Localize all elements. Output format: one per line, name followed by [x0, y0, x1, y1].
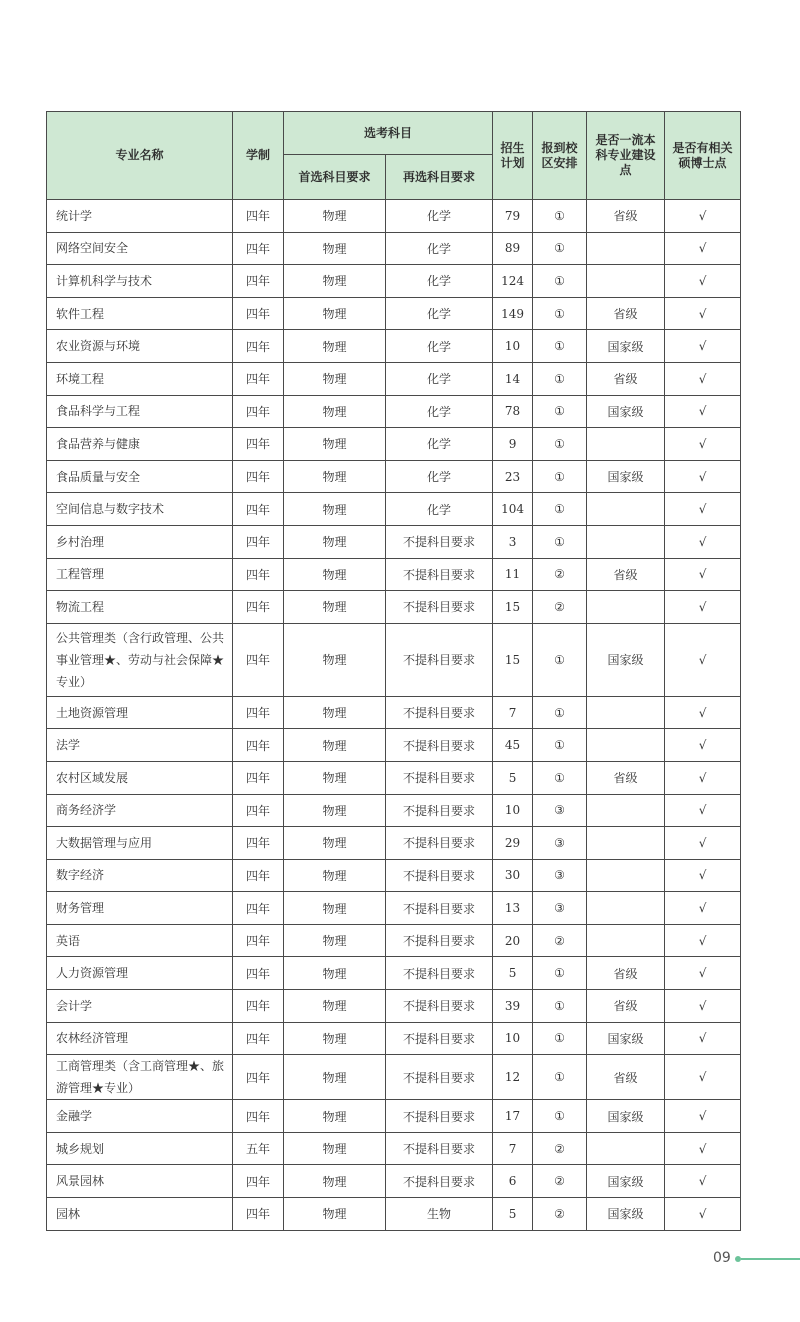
second-subject-cell: 化学 [386, 232, 493, 265]
duration-cell: 四年 [233, 1198, 284, 1231]
first-subject-cell: 物理 [284, 525, 386, 558]
duration-cell: 四年 [233, 297, 284, 330]
duration-cell: 四年 [233, 859, 284, 892]
first-class-cell: 国家级 [587, 623, 665, 696]
table-row [47, 395, 741, 428]
table-row [47, 525, 741, 558]
major-name-cell: 法学 [47, 729, 233, 762]
plan-cell: 7 [493, 1132, 533, 1165]
master-doctor-cell: √ [665, 395, 741, 428]
first-subject-cell: 物理 [284, 924, 386, 957]
plan-cell: 14 [493, 362, 533, 395]
duration-cell: 四年 [233, 924, 284, 957]
first-class-cell: 省级 [587, 200, 665, 233]
major-name-cell: 计算机科学与技术 [47, 265, 233, 298]
first-class-cell [587, 265, 665, 298]
table-row [47, 696, 741, 729]
duration-cell: 四年 [233, 395, 284, 428]
table-row [47, 362, 741, 395]
major-name-cell: 土地资源管理 [47, 696, 233, 729]
col-subjects-group: 选考科目 [284, 112, 493, 155]
table-row [47, 1165, 741, 1198]
first-subject-cell: 物理 [284, 232, 386, 265]
plan-cell: 5 [493, 761, 533, 794]
major-name-cell: 乡村治理 [47, 525, 233, 558]
first-subject-cell: 物理 [284, 990, 386, 1023]
second-subject-cell: 不提科目要求 [386, 623, 493, 696]
second-subject-cell: 不提科目要求 [386, 924, 493, 957]
major-name-cell: 金融学 [47, 1100, 233, 1133]
second-subject-cell: 化学 [386, 200, 493, 233]
table-row [47, 924, 741, 957]
plan-cell: 78 [493, 395, 533, 428]
plan-cell: 30 [493, 859, 533, 892]
plan-cell: 12 [493, 1055, 533, 1100]
master-doctor-cell: √ [665, 200, 741, 233]
first-subject-cell: 物理 [284, 1022, 386, 1055]
plan-cell: 5 [493, 1198, 533, 1231]
col-major-name: 专业名称 [47, 112, 233, 200]
col-plan: 招生计划 [493, 112, 533, 200]
major-name-cell: 农业资源与环境 [47, 330, 233, 363]
major-name-cell: 大数据管理与应用 [47, 827, 233, 860]
page-number: 09 [713, 1250, 731, 1266]
master-doctor-cell: √ [665, 990, 741, 1023]
first-class-cell: 省级 [587, 362, 665, 395]
table-row [47, 330, 741, 363]
campus-cell: ① [533, 265, 587, 298]
campus-cell: ① [533, 1022, 587, 1055]
major-name-cell: 空间信息与数字技术 [47, 493, 233, 526]
second-subject-cell: 化学 [386, 395, 493, 428]
master-doctor-cell: √ [665, 1055, 741, 1100]
campus-cell: ① [533, 493, 587, 526]
campus-cell: ① [533, 428, 587, 461]
first-subject-cell: 物理 [284, 591, 386, 624]
col-master-doctor: 是否有相关硕博士点 [665, 112, 741, 200]
major-name-cell: 城乡规划 [47, 1132, 233, 1165]
first-subject-cell: 物理 [284, 1132, 386, 1165]
master-doctor-cell: √ [665, 957, 741, 990]
major-name-cell: 风景园林 [47, 1165, 233, 1198]
col-first-subject: 首选科目要求 [284, 155, 386, 200]
campus-cell: ① [533, 460, 587, 493]
first-class-cell [587, 493, 665, 526]
campus-cell: ③ [533, 827, 587, 860]
duration-cell: 四年 [233, 1055, 284, 1100]
campus-cell: ① [533, 525, 587, 558]
master-doctor-cell: √ [665, 1165, 741, 1198]
first-subject-cell: 物理 [284, 1198, 386, 1231]
campus-cell: ① [533, 362, 587, 395]
first-subject-cell: 物理 [284, 395, 386, 428]
master-doctor-cell: √ [665, 525, 741, 558]
table-row [47, 558, 741, 591]
duration-cell: 五年 [233, 1132, 284, 1165]
plan-cell: 17 [493, 1100, 533, 1133]
campus-cell: ① [533, 729, 587, 762]
second-subject-cell: 不提科目要求 [386, 591, 493, 624]
master-doctor-cell: √ [665, 1100, 741, 1133]
campus-cell: ① [533, 395, 587, 428]
duration-cell: 四年 [233, 591, 284, 624]
master-doctor-cell: √ [665, 591, 741, 624]
table-row [47, 428, 741, 461]
major-name-cell: 物流工程 [47, 591, 233, 624]
col-second-subject: 再选科目要求 [386, 155, 493, 200]
first-class-cell: 省级 [587, 761, 665, 794]
second-subject-cell: 不提科目要求 [386, 990, 493, 1023]
plan-cell: 89 [493, 232, 533, 265]
first-subject-cell: 物理 [284, 1055, 386, 1100]
major-name-cell: 园林 [47, 1198, 233, 1231]
major-name-cell: 网络空间安全 [47, 232, 233, 265]
second-subject-cell: 不提科目要求 [386, 558, 493, 591]
first-class-cell [587, 729, 665, 762]
campus-cell: ② [533, 591, 587, 624]
enrollment-table [46, 111, 741, 1231]
major-name-cell: 食品质量与安全 [47, 460, 233, 493]
first-subject-cell: 物理 [284, 827, 386, 860]
plan-cell: 124 [493, 265, 533, 298]
campus-cell: ① [533, 200, 587, 233]
major-name-cell: 食品科学与工程 [47, 395, 233, 428]
table-row [47, 892, 741, 925]
major-name-cell: 环境工程 [47, 362, 233, 395]
campus-cell: ② [533, 1165, 587, 1198]
first-subject-cell: 物理 [284, 200, 386, 233]
master-doctor-cell: √ [665, 696, 741, 729]
first-subject-cell: 物理 [284, 1165, 386, 1198]
duration-cell: 四年 [233, 990, 284, 1023]
master-doctor-cell: √ [665, 892, 741, 925]
first-class-cell: 省级 [587, 1055, 665, 1100]
first-class-cell [587, 428, 665, 461]
master-doctor-cell: √ [665, 428, 741, 461]
duration-cell: 四年 [233, 525, 284, 558]
first-class-cell: 省级 [587, 990, 665, 1023]
second-subject-cell: 不提科目要求 [386, 892, 493, 925]
first-class-cell [587, 859, 665, 892]
master-doctor-cell: √ [665, 1022, 741, 1055]
major-name-cell: 数字经济 [47, 859, 233, 892]
first-class-cell [587, 827, 665, 860]
campus-cell: ① [533, 761, 587, 794]
duration-cell: 四年 [233, 558, 284, 591]
plan-cell: 23 [493, 460, 533, 493]
master-doctor-cell: √ [665, 232, 741, 265]
table-row [47, 794, 741, 827]
major-name-cell: 工商管理类（含工商管理★、旅游管理★专业） [47, 1055, 233, 1100]
second-subject-cell: 不提科目要求 [386, 1055, 493, 1100]
first-class-cell: 省级 [587, 957, 665, 990]
first-class-cell: 国家级 [587, 1165, 665, 1198]
second-subject-cell: 化学 [386, 330, 493, 363]
second-subject-cell: 化学 [386, 460, 493, 493]
major-name-cell: 人力资源管理 [47, 957, 233, 990]
plan-cell: 10 [493, 1022, 533, 1055]
plan-cell: 29 [493, 827, 533, 860]
table-row [47, 1198, 741, 1231]
major-name-cell: 财务管理 [47, 892, 233, 925]
second-subject-cell: 生物 [386, 1198, 493, 1231]
second-subject-cell: 不提科目要求 [386, 1165, 493, 1198]
table-row [47, 297, 741, 330]
master-doctor-cell: √ [665, 729, 741, 762]
first-subject-cell: 物理 [284, 428, 386, 461]
table-row [47, 859, 741, 892]
table-row [47, 827, 741, 860]
plan-cell: 39 [493, 990, 533, 1023]
table-header [47, 112, 741, 200]
plan-cell: 104 [493, 493, 533, 526]
campus-cell: ① [533, 957, 587, 990]
plan-cell: 3 [493, 525, 533, 558]
first-subject-cell: 物理 [284, 330, 386, 363]
duration-cell: 四年 [233, 696, 284, 729]
master-doctor-cell: √ [665, 265, 741, 298]
campus-cell: ③ [533, 794, 587, 827]
plan-cell: 20 [493, 924, 533, 957]
first-subject-cell: 物理 [284, 493, 386, 526]
campus-cell: ③ [533, 859, 587, 892]
campus-cell: ① [533, 297, 587, 330]
table-row [47, 1100, 741, 1133]
first-class-cell: 国家级 [587, 1198, 665, 1231]
plan-cell: 45 [493, 729, 533, 762]
second-subject-cell: 不提科目要求 [386, 1022, 493, 1055]
campus-cell: ① [533, 990, 587, 1023]
campus-cell: ② [533, 924, 587, 957]
master-doctor-cell: √ [665, 297, 741, 330]
table-row [47, 1055, 741, 1100]
first-class-cell [587, 924, 665, 957]
first-class-cell: 国家级 [587, 1100, 665, 1133]
first-subject-cell: 物理 [284, 623, 386, 696]
second-subject-cell: 不提科目要求 [386, 859, 493, 892]
second-subject-cell: 不提科目要求 [386, 1100, 493, 1133]
page-number-line [741, 1258, 800, 1260]
major-name-cell: 英语 [47, 924, 233, 957]
first-subject-cell: 物理 [284, 729, 386, 762]
duration-cell: 四年 [233, 460, 284, 493]
plan-cell: 149 [493, 297, 533, 330]
duration-cell: 四年 [233, 1100, 284, 1133]
master-doctor-cell: √ [665, 493, 741, 526]
duration-cell: 四年 [233, 623, 284, 696]
col-campus: 报到校区安排 [533, 112, 587, 200]
second-subject-cell: 不提科目要求 [386, 525, 493, 558]
duration-cell: 四年 [233, 892, 284, 925]
plan-cell: 10 [493, 330, 533, 363]
master-doctor-cell: √ [665, 623, 741, 696]
duration-cell: 四年 [233, 827, 284, 860]
master-doctor-cell: √ [665, 1132, 741, 1165]
first-subject-cell: 物理 [284, 265, 386, 298]
first-subject-cell: 物理 [284, 859, 386, 892]
second-subject-cell: 化学 [386, 362, 493, 395]
master-doctor-cell: √ [665, 794, 741, 827]
major-name-cell: 公共管理类（含行政管理、公共事业管理★、劳动与社会保障★专业） [47, 623, 233, 696]
first-class-cell [587, 525, 665, 558]
plan-cell: 5 [493, 957, 533, 990]
major-name-cell: 农林经济管理 [47, 1022, 233, 1055]
first-subject-cell: 物理 [284, 297, 386, 330]
second-subject-cell: 化学 [386, 493, 493, 526]
second-subject-cell: 不提科目要求 [386, 1132, 493, 1165]
plan-cell: 7 [493, 696, 533, 729]
first-class-cell [587, 892, 665, 925]
major-name-cell: 商务经济学 [47, 794, 233, 827]
first-class-cell: 国家级 [587, 395, 665, 428]
campus-cell: ① [533, 1055, 587, 1100]
table-row [47, 990, 741, 1023]
duration-cell: 四年 [233, 200, 284, 233]
campus-cell: ② [533, 1132, 587, 1165]
major-name-cell: 工程管理 [47, 558, 233, 591]
first-subject-cell: 物理 [284, 761, 386, 794]
second-subject-cell: 不提科目要求 [386, 957, 493, 990]
second-subject-cell: 化学 [386, 297, 493, 330]
table-row [47, 460, 741, 493]
first-subject-cell: 物理 [284, 460, 386, 493]
table-row [47, 265, 741, 298]
second-subject-cell: 不提科目要求 [386, 827, 493, 860]
master-doctor-cell: √ [665, 859, 741, 892]
table-row [47, 591, 741, 624]
first-subject-cell: 物理 [284, 1100, 386, 1133]
table-row [47, 1022, 741, 1055]
table-row [47, 729, 741, 762]
plan-cell: 15 [493, 623, 533, 696]
duration-cell: 四年 [233, 761, 284, 794]
second-subject-cell: 不提科目要求 [386, 729, 493, 762]
major-name-cell: 食品营养与健康 [47, 428, 233, 461]
duration-cell: 四年 [233, 729, 284, 762]
duration-cell: 四年 [233, 957, 284, 990]
master-doctor-cell: √ [665, 330, 741, 363]
duration-cell: 四年 [233, 1165, 284, 1198]
plan-cell: 13 [493, 892, 533, 925]
plan-cell: 11 [493, 558, 533, 591]
duration-cell: 四年 [233, 330, 284, 363]
first-subject-cell: 物理 [284, 362, 386, 395]
campus-cell: ① [533, 1100, 587, 1133]
plan-cell: 9 [493, 428, 533, 461]
campus-cell: ① [533, 232, 587, 265]
first-class-cell: 省级 [587, 558, 665, 591]
first-subject-cell: 物理 [284, 957, 386, 990]
duration-cell: 四年 [233, 362, 284, 395]
duration-cell: 四年 [233, 428, 284, 461]
second-subject-cell: 化学 [386, 265, 493, 298]
major-name-cell: 会计学 [47, 990, 233, 1023]
table-row [47, 623, 741, 696]
duration-cell: 四年 [233, 1022, 284, 1055]
second-subject-cell: 不提科目要求 [386, 794, 493, 827]
col-duration: 学制 [233, 112, 284, 200]
master-doctor-cell: √ [665, 1198, 741, 1231]
first-subject-cell: 物理 [284, 696, 386, 729]
campus-cell: ② [533, 1198, 587, 1231]
table-row [47, 957, 741, 990]
table-body [47, 200, 741, 1231]
duration-cell: 四年 [233, 794, 284, 827]
major-name-cell: 农村区域发展 [47, 761, 233, 794]
plan-cell: 10 [493, 794, 533, 827]
plan-cell: 15 [493, 591, 533, 624]
first-class-cell: 省级 [587, 297, 665, 330]
table-row [47, 761, 741, 794]
campus-cell: ③ [533, 892, 587, 925]
master-doctor-cell: √ [665, 924, 741, 957]
campus-cell: ① [533, 696, 587, 729]
duration-cell: 四年 [233, 265, 284, 298]
master-doctor-cell: √ [665, 460, 741, 493]
first-class-cell [587, 591, 665, 624]
table-row [47, 200, 741, 233]
col-first-class: 是否一流本科专业建设点 [587, 112, 665, 200]
first-subject-cell: 物理 [284, 794, 386, 827]
first-class-cell: 国家级 [587, 330, 665, 363]
second-subject-cell: 不提科目要求 [386, 761, 493, 794]
first-class-cell [587, 1132, 665, 1165]
duration-cell: 四年 [233, 232, 284, 265]
first-class-cell: 国家级 [587, 1022, 665, 1055]
first-class-cell: 国家级 [587, 460, 665, 493]
first-class-cell [587, 232, 665, 265]
master-doctor-cell: √ [665, 558, 741, 591]
master-doctor-cell: √ [665, 362, 741, 395]
table-row [47, 232, 741, 265]
plan-cell: 6 [493, 1165, 533, 1198]
table-row [47, 1132, 741, 1165]
master-doctor-cell: √ [665, 761, 741, 794]
first-class-cell [587, 696, 665, 729]
campus-cell: ① [533, 623, 587, 696]
first-class-cell [587, 794, 665, 827]
plan-cell: 79 [493, 200, 533, 233]
campus-cell: ① [533, 330, 587, 363]
second-subject-cell: 不提科目要求 [386, 696, 493, 729]
major-name-cell: 软件工程 [47, 297, 233, 330]
first-subject-cell: 物理 [284, 558, 386, 591]
campus-cell: ② [533, 558, 587, 591]
major-name-cell: 统计学 [47, 200, 233, 233]
second-subject-cell: 化学 [386, 428, 493, 461]
table-row [47, 493, 741, 526]
duration-cell: 四年 [233, 493, 284, 526]
master-doctor-cell: √ [665, 827, 741, 860]
first-subject-cell: 物理 [284, 892, 386, 925]
